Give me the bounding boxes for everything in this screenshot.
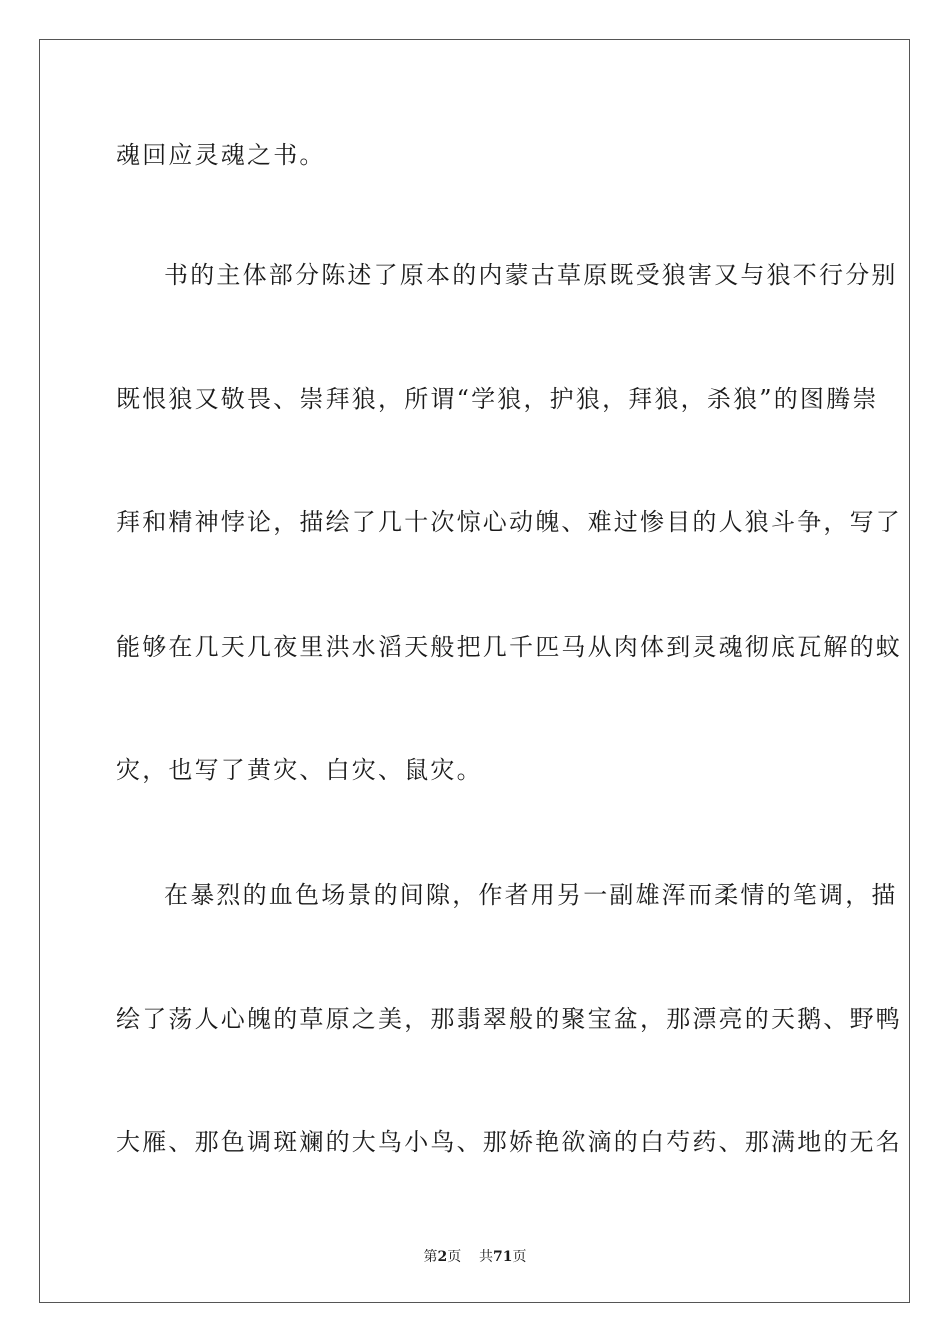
paragraph-start-line: 在暴烈的血色场景的间隙，作者用另一副雄浑而柔情的笔调，描	[164, 881, 898, 909]
text-line: 魂回应灵魂之书。	[116, 141, 326, 169]
text-line: 大雁、那色调斑斓的大鸟小鸟、那娇艳欲滴的白芍药、那满地的无名	[116, 1128, 902, 1156]
page-number-footer	[0, 1248, 950, 1266]
text-line: 绘了荡人心魄的草原之美，那翡翠般的聚宝盆，那漂亮的天鹅、野鸭	[116, 1005, 902, 1033]
text-line: 拜和精神悖论，描绘了几十次惊心动魄、难过惨目的人狼斗争，写了	[116, 508, 902, 536]
footer-prefix: 第	[423, 1249, 438, 1265]
text-line: 既恨狼又敬畏、崇拜狼，所谓“学狼，护狼，拜狼，杀狼”的图腾崇	[116, 385, 879, 413]
paragraph-start-line: 书的主体部分陈述了原本的内蒙古草原既受狼害又与狼不行分别	[164, 261, 898, 289]
footer-page-suffix: 页	[447, 1249, 462, 1265]
total-page-count: 71	[493, 1249, 513, 1265]
text-line: 能够在几天几夜里洪水滔天般把几千匹马从肉体到灵魂彻底瓦解的蚊	[116, 633, 902, 661]
current-page-number: 2	[437, 1249, 448, 1265]
text-line: 灾，也写了黄灾、白灾、鼠灾。	[116, 756, 483, 784]
footer-total-prefix: 共	[479, 1249, 494, 1265]
page-border	[39, 39, 910, 1303]
footer-total-suffix: 页	[512, 1249, 527, 1265]
